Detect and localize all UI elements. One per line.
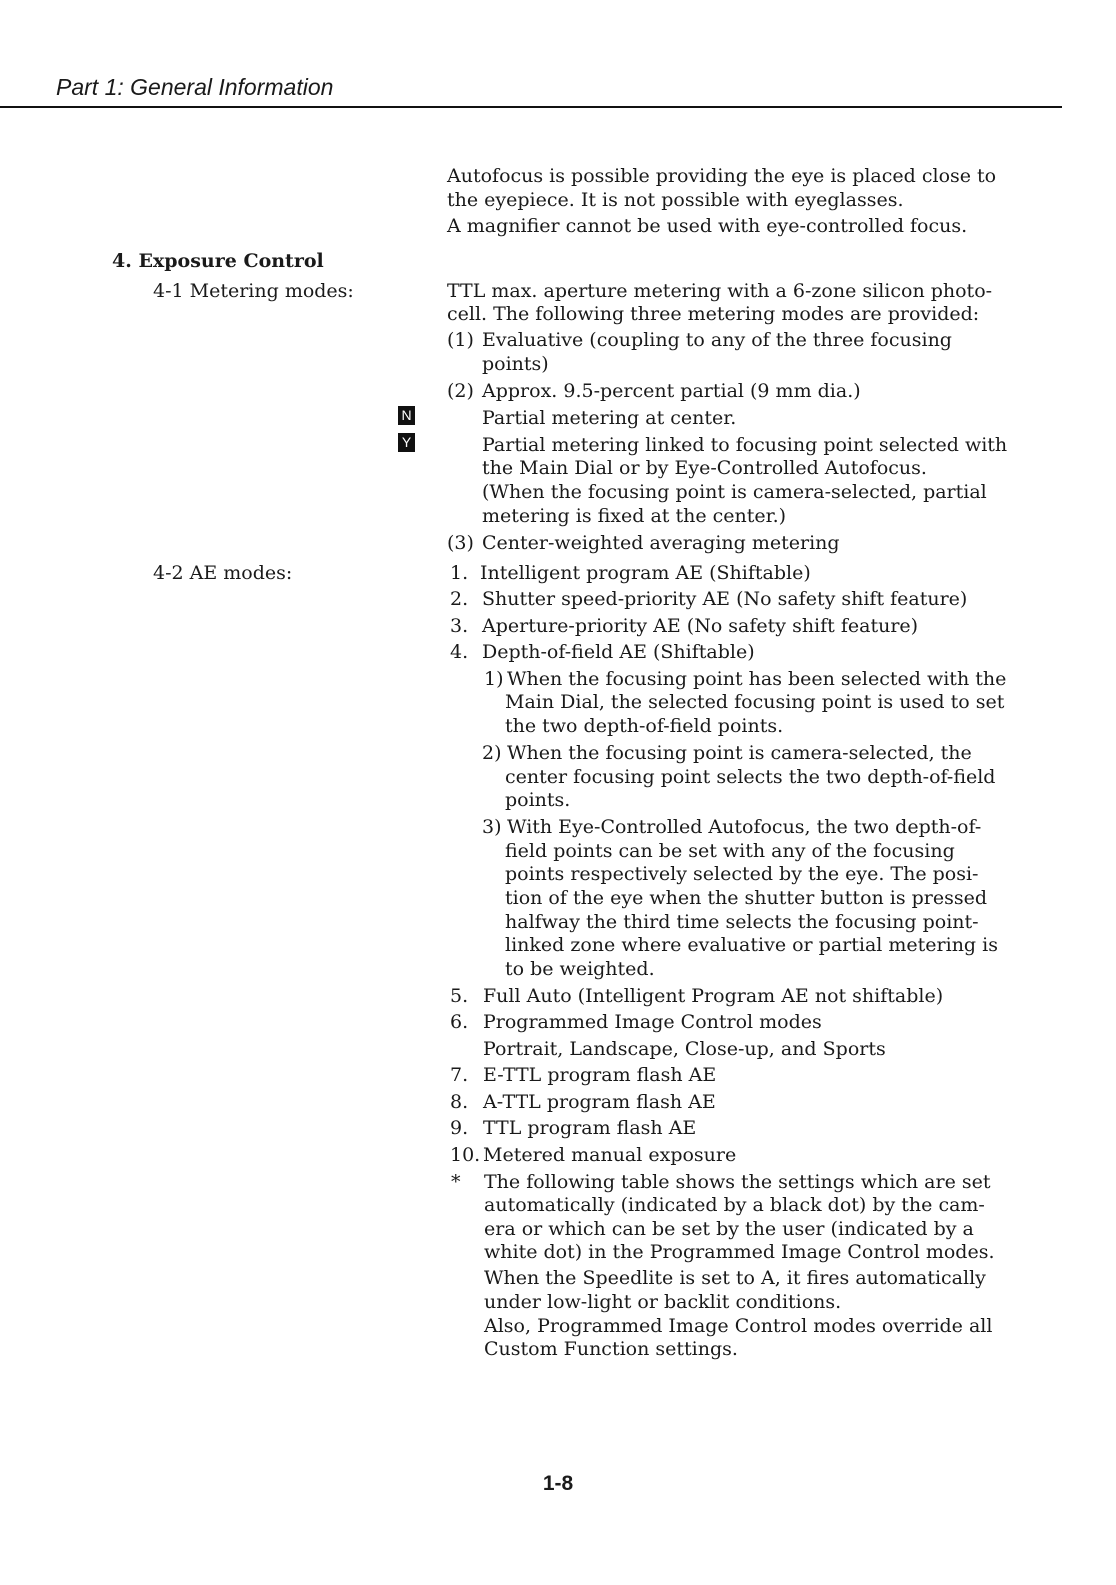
- ae-sub-text: halfway the third time selects the focusing point-: [505, 911, 979, 933]
- metering-intro-line: TTL max. aperture metering with a 6-zone silicon photo-: [447, 280, 993, 302]
- ae-sub-text: tion of the eye when the shutter button is pressed: [505, 887, 988, 909]
- metering-mode-text: points): [482, 353, 549, 375]
- ae-item-text: E-TTL program flash AE: [483, 1064, 717, 1086]
- ae-sub-text: linked zone where evaluative or partial metering is: [505, 934, 998, 956]
- metering-y-text: Partial metering linked to focusing point selected with: [482, 434, 1008, 456]
- ae-item-number: 5.: [450, 985, 469, 1007]
- ae-sub-text: to be weighted.: [505, 958, 655, 980]
- header-rule: [0, 106, 1062, 108]
- ae-item-number: 8.: [450, 1091, 469, 1113]
- note-text: Also, Programmed Image Control modes override all: [484, 1315, 993, 1337]
- note-text: automatically (indicated by a black dot) by the cam-: [484, 1194, 985, 1216]
- ae-item-text: Full Auto (Intelligent Program AE not shiftable): [483, 985, 944, 1007]
- metering-modes-label: 4-1 Metering modes:: [153, 280, 354, 302]
- ae-item-number: 9.: [450, 1117, 469, 1139]
- ae-sub-text: Main Dial, the selected focusing point is used to set: [505, 691, 1005, 713]
- metering-y-text: the Main Dial or by Eye-Controlled Autofocus.: [482, 457, 927, 479]
- note-text: era or which can be set by the user (indicated by a: [484, 1218, 974, 1240]
- ae-item-text: Intelligent program AE (Shiftable): [480, 562, 811, 584]
- metering-y-text: metering is fixed at the center.): [482, 505, 787, 527]
- note-text: When the Speedlite is set to A, it fires automatically: [484, 1267, 986, 1289]
- metering-mode-number: (2): [447, 380, 474, 402]
- ae-item-number: 2.: [450, 588, 469, 610]
- intro-line: Autofocus is possible providing the eye is placed close to: [447, 165, 997, 187]
- ae-item-number: 3.: [450, 615, 469, 637]
- ae-item-number: 10.: [450, 1144, 481, 1166]
- metering-mode-text: Approx. 9.5-percent partial (9 mm dia.): [482, 380, 861, 402]
- ae-item-text: Depth-of-field AE (Shiftable): [482, 641, 755, 663]
- note-asterisk: *: [451, 1171, 461, 1193]
- page-number: 1-8: [542, 1472, 574, 1495]
- ae-item-text: Aperture-priority AE (No safety shift feature): [482, 615, 919, 637]
- ae-item-text: TTL program flash AE: [483, 1117, 697, 1139]
- ae-item-text: Metered manual exposure: [483, 1144, 737, 1166]
- n-model-badge: N: [398, 406, 415, 425]
- page-header: Part 1: General Information: [56, 74, 334, 100]
- note-text: under low-light or backlit conditions.: [484, 1291, 842, 1313]
- ae-sub-text: With Eye-Controlled Autofocus, the two depth-of-: [507, 816, 982, 838]
- metering-mode-text: Evaluative (coupling to any of the three focusing: [482, 329, 952, 351]
- metering-intro-line: cell. The following three metering modes are provided:: [447, 303, 980, 325]
- ae-item-number: 1.: [450, 562, 469, 584]
- ae-sub-number: 2): [482, 742, 502, 764]
- metering-n-text: Partial metering at center.: [482, 407, 737, 429]
- note-text: white dot) in the Programmed Image Control modes.: [484, 1241, 995, 1263]
- ae-sub-text: When the focusing point is camera-selected, the: [507, 742, 972, 764]
- ae-sub-number: 3): [482, 816, 502, 838]
- ae-sub-number: 1): [484, 668, 504, 690]
- metering-y-text: (When the focusing point is camera-selected, partial: [482, 481, 987, 503]
- section-title: 4. Exposure Control: [112, 250, 324, 272]
- ae-sub-text: When the focusing point has been selected with the: [507, 668, 1007, 690]
- intro-line: A magnifier cannot be used with eye-controlled focus.: [447, 215, 968, 237]
- ae-item-text: A-TTL program flash AE: [483, 1091, 716, 1113]
- ae-item-number: 4.: [450, 641, 469, 663]
- metering-mode-number: (3): [447, 532, 474, 554]
- ae-sub-text: center focusing point selects the two depth-of-field: [505, 766, 996, 788]
- metering-mode-number: (1): [447, 329, 474, 351]
- ae-sub-text: field points can be set with any of the focusing: [505, 840, 955, 862]
- ae-item-text: Shutter speed-priority AE (No safety shift feature): [482, 588, 968, 610]
- note-text: Custom Function settings.: [484, 1338, 738, 1360]
- note-text: The following table shows the settings which are set: [484, 1171, 991, 1193]
- intro-line: the eyepiece. It is not possible with eyeglasses.: [447, 189, 904, 211]
- ae-item-number: 6.: [450, 1011, 469, 1033]
- metering-mode-text: Center-weighted averaging metering: [482, 532, 840, 554]
- ae-modes-label: 4-2 AE modes:: [153, 562, 293, 584]
- ae-item6-subtext: Portrait, Landscape, Close-up, and Sports: [483, 1038, 886, 1060]
- ae-sub-text: points respectively selected by the eye. The posi-: [505, 863, 979, 885]
- ae-item-text: Programmed Image Control modes: [483, 1011, 822, 1033]
- ae-sub-text: points.: [505, 789, 571, 811]
- y-model-badge: Y: [398, 433, 415, 452]
- ae-item-number: 7.: [450, 1064, 469, 1086]
- ae-sub-text: the two depth-of-field points.: [505, 715, 784, 737]
